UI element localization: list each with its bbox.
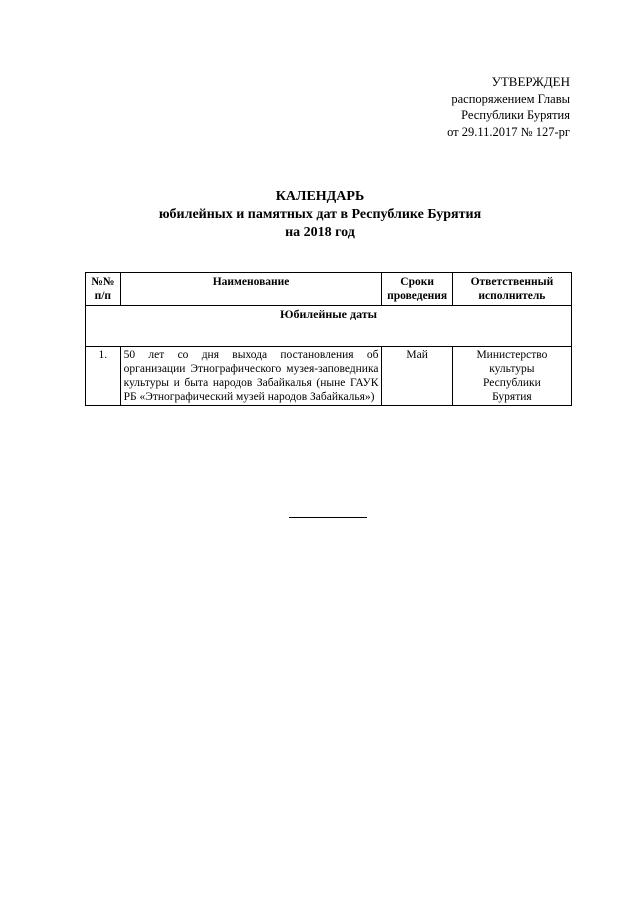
title-heading: КАЛЕНДАРЬ	[275, 189, 365, 204]
approval-authority: распоряжением Главы	[451, 91, 570, 106]
header-term-line1: Сроки	[400, 276, 434, 288]
calendar-table	[85, 272, 572, 406]
row-responsible-line4: Бурятия	[492, 391, 532, 403]
header-responsible	[452, 273, 571, 306]
approval-region: Республики Бурятия	[461, 108, 570, 122]
row-responsible	[452, 347, 571, 406]
header-number-line2: п/п	[94, 290, 112, 302]
header-number-line1: №№	[91, 276, 115, 288]
header-number	[86, 273, 121, 306]
title-subheading: юбилейных и памятных дат в Республике Бурятия	[158, 207, 482, 222]
row-responsible-line3: Республики	[483, 377, 541, 389]
row-number: 1.	[86, 347, 121, 406]
document-title	[0, 188, 640, 242]
approval-stamp	[350, 74, 570, 140]
row-responsible-line2: культуры	[489, 363, 535, 375]
section-row	[86, 306, 572, 347]
row-term: Май	[382, 347, 452, 406]
header-name: Наименование	[120, 273, 382, 306]
title-year: на 2018 год	[285, 225, 355, 240]
section-title: Юбилейные даты	[86, 306, 572, 347]
row-name: 50 лет со дня выхода постановления об организации Этнографического музея-заповедника культуры и быта народов Забайкалья (ныне ГАУК РБ «Этнографический музей народов Забайкалья»)	[120, 347, 382, 406]
header-responsible-line1: Ответственный	[470, 276, 554, 288]
end-separator-line	[289, 517, 367, 518]
approval-heading: УТВЕРЖДЕН	[491, 74, 570, 89]
table-row	[86, 347, 572, 406]
header-term-line2: проведения	[387, 290, 448, 302]
row-responsible-line1: Министерство	[476, 349, 548, 361]
header-responsible-line2: исполнитель	[478, 290, 546, 302]
table-header-row	[86, 273, 572, 306]
header-term	[382, 273, 452, 306]
approval-date-number: от 29.11.2017 № 127-рг	[447, 124, 570, 139]
